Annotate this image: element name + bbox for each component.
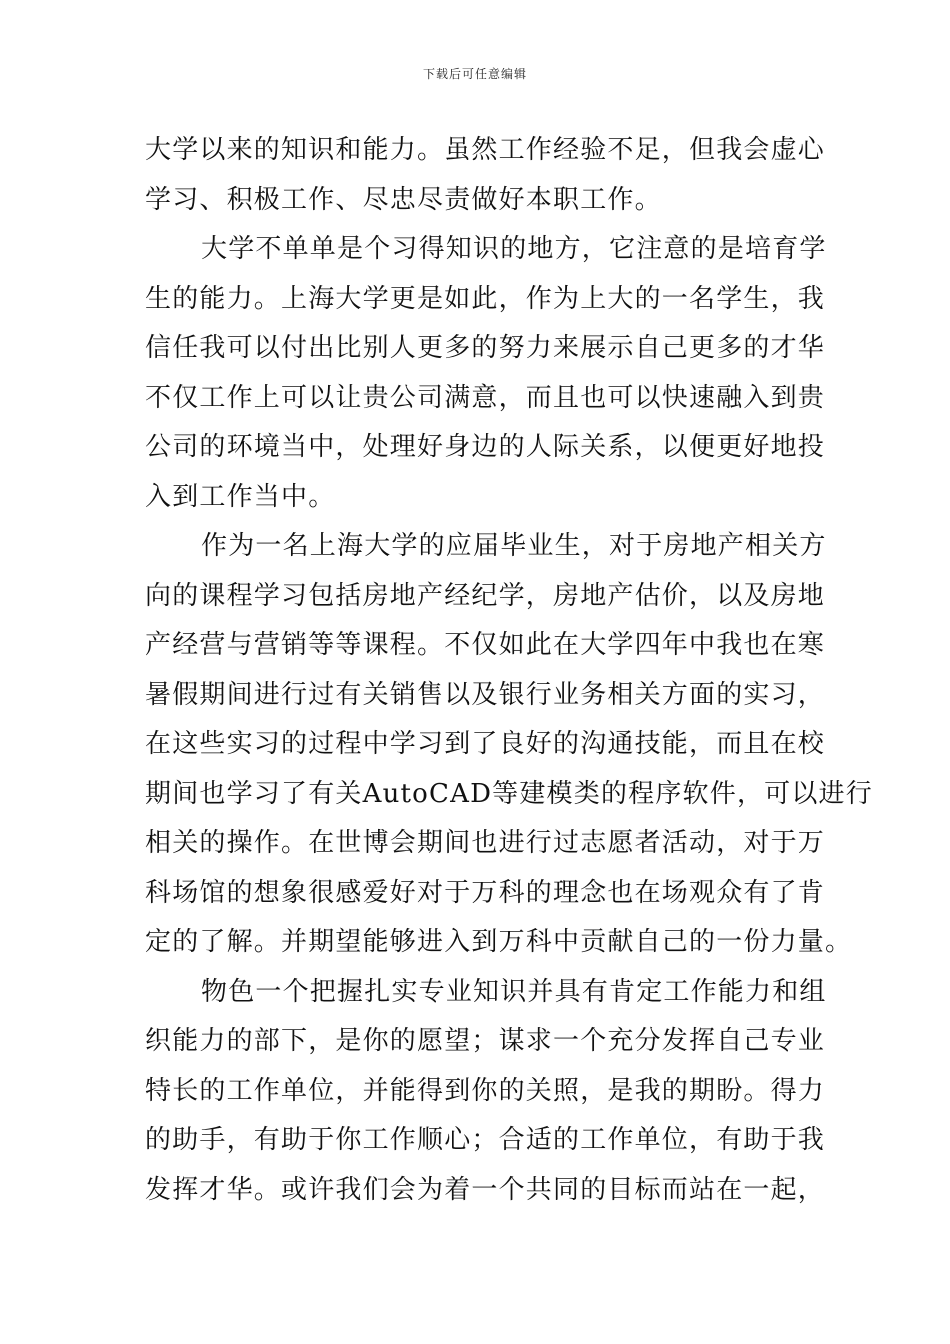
body-line: 的助手，有助于你工作顺心；合适的工作单位，有助于我 bbox=[145, 1125, 826, 1155]
body-line: 在这些实习的过程中学习到了良好的沟通技能，而且在校 bbox=[145, 729, 826, 759]
body-line: 大学不单单是个习得知识的地方，它注意的是培育学 bbox=[201, 234, 827, 264]
body-line: 相关的操作。在世博会期间也进行过志愿者活动，对于万 bbox=[145, 828, 826, 858]
body-line: 科场馆的想象很感爱好对于万科的理念也在场观众有了肯 bbox=[145, 877, 826, 908]
body-line: 公司的环境当中，处理好身边的人际关系，以便更好地投 bbox=[145, 432, 826, 462]
body-line: 学习、积极工作、尽忠尽责做好本职工作。 bbox=[145, 184, 662, 215]
body-line: 织能力的部下，是你的愿望；谋求一个充分发挥自己专业 bbox=[145, 1026, 826, 1056]
body-line: 入到工作当中。 bbox=[145, 481, 336, 512]
body-line: 物色一个把握扎实专业知识并具有肯定工作能力和组 bbox=[201, 976, 827, 1007]
body-line: 特长的工作单位，并能得到你的关照，是我的期盼。得力 bbox=[145, 1075, 826, 1106]
body-line: 产经营与营销等等课程。不仅如此在大学四年中我也在寒 bbox=[145, 630, 826, 660]
body-line: 作为一名上海大学的应届毕业生，对于房地产相关方 bbox=[201, 531, 827, 561]
body-line: 定的了解。并期望能够进入到万科中贡献自己的一份力量。 bbox=[145, 927, 853, 957]
body-line: 信任我可以付出比别人更多的努力来展示自己更多的才华 bbox=[145, 333, 826, 363]
body-line: 大学以来的知识和能力。虽然工作经验不足，但我会虚心 bbox=[145, 135, 826, 165]
header-note: 下载后可任意编辑 bbox=[422, 67, 527, 81]
body-line: 生的能力。上海大学更是如此，作为上大的一名学生，我 bbox=[145, 283, 826, 314]
body-line: 向的课程学习包括房地产经纪学，房地产估价，以及房地 bbox=[145, 580, 826, 611]
body-line: 期间也学习了有关AutoCAD等建模类的程序软件，可以进行 bbox=[145, 778, 873, 809]
body-line: 不仅工作上可以让贵公司满意，而且也可以快速融入到贵 bbox=[145, 382, 826, 413]
body-line: 发挥才华。或许我们会为着一个共同的目标而站在一起， bbox=[145, 1174, 826, 1205]
document-body bbox=[145, 126, 873, 1215]
body-line: 暑假期间进行过有关销售以及银行业务相关方面的实习， bbox=[145, 679, 826, 710]
